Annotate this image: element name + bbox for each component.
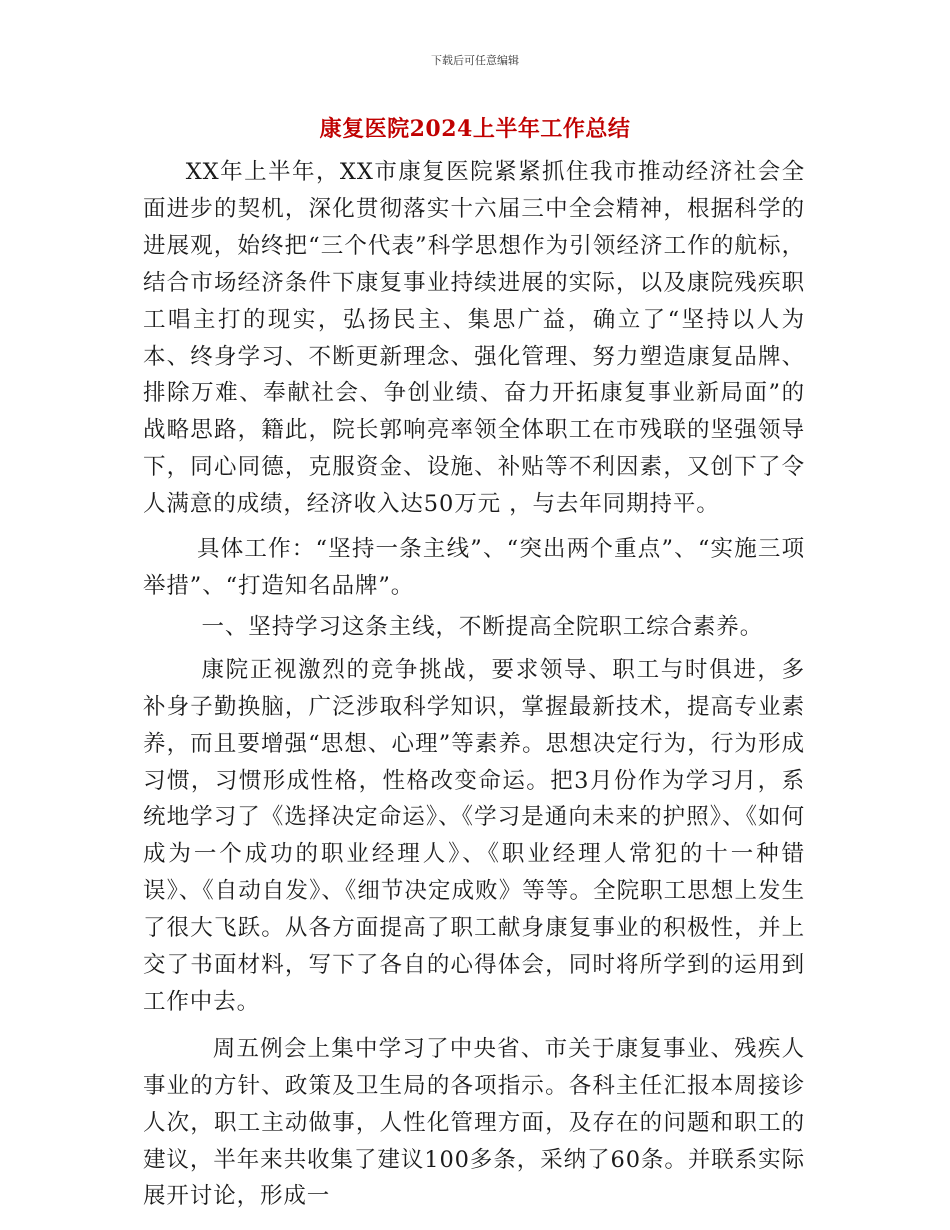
paragraph-specific-work: 具体工作：“坚持一条主线”、“突出两个重点”、“实施三项举措”、“打造知名品牌”。 — [143, 536, 805, 599]
document-body — [143, 154, 805, 1215]
document-title: 康复医院2024上半年工作总结 — [319, 116, 631, 142]
paragraph-weekly-meeting: 周五例会上集中学习了中央省、市关于康复事业、残疾人事业的方针、政策及卫生局的各项指示。各科主任汇报本周接诊人次，职工主动做事，人性化管理方面，及存在的问题和职工的建议，半年来共收集了建议100多条，采纳了60条。并联系实际展开讨论，形成一 — [143, 1035, 805, 1210]
section-heading-1: 一、坚持学习这条主线，不断提高全院职工综合素养。 — [201, 613, 764, 640]
paragraph-study: 康院正视激烈的竞争挑战，要求领导、职工与时俱进，多补身子勤换脑，广泛涉取科学知识，掌握最新技术，提高专业素养，而且要增强“思想、心理”等素养。思想决定行为，行为形成习惯，习惯形成性格，性格改变命运。把3月份作为学习月，系统地学习了《选择决定命运》、《学习是通向未来的护照》、《如何成为一个成功的职业经理人》、《职业经理人常犯的十一种错误》、《自动自发》、《细节决定成败》等等。全院职工思想上发生了很大飞跃。从各方面提高了职工献身康复事业的积极性，并上交了书面材料，写下了各自的心得体会，同时将所学到的运用到工作中去。 — [143, 656, 805, 1015]
paragraph-intro: XX年上半年，XX市康复医院紧紧抓住我市推动经济社会全面进步的契机，深化贯彻落实十六届三中全会精神，根据科学的进展观，始终把“三个代表”科学思想作为引领经济工作的航标，结合市场经济条件下康复事业持续进展的实际，以及康院残疾职工唱主打的现实，弘扬民主、集思广益，确立了“坚持以人为本、终身学习、不断更新理念、强化管理、努力塑造康复品牌、排除万难、奉献社会、争创业绩、奋力开拓康复事业新局面”的战略思路，籍此，院长郭响亮率领全体职工在市残联的坚强领导下，同心同德，克服资金、设施、补贴等不利因素，又创下了令人满意的成绩，经济收入达50万元 ，与去年同期持平。 — [143, 159, 805, 518]
header-note: 下载后可任意编辑 — [431, 54, 519, 67]
